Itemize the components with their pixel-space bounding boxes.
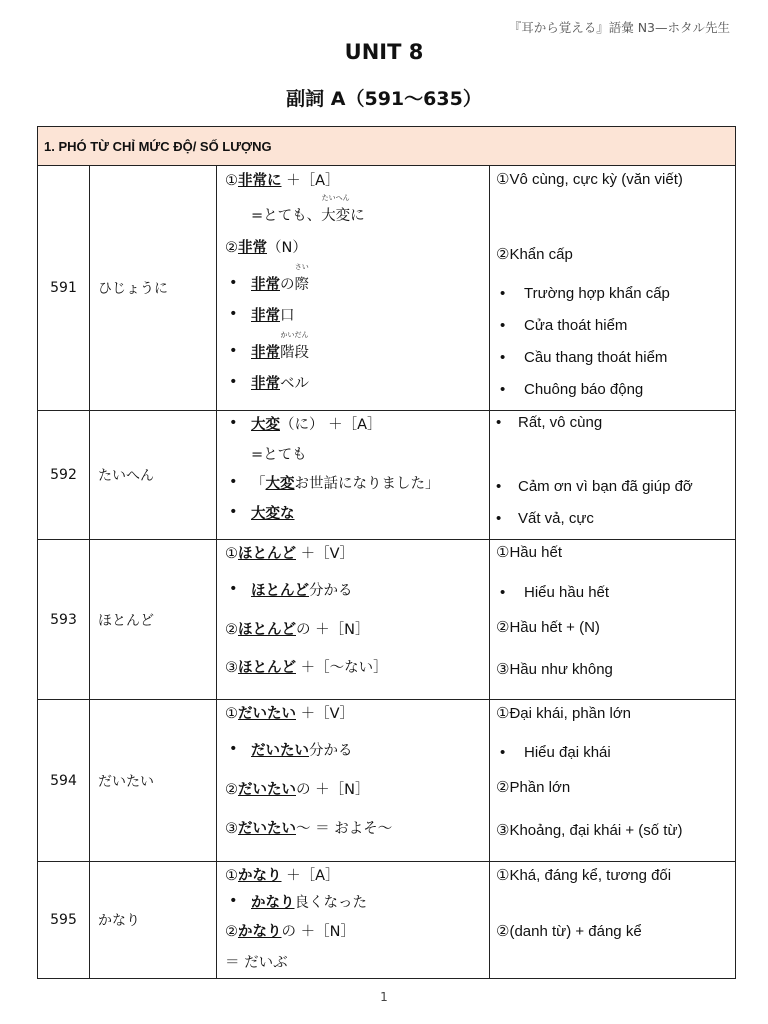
bullet-icon: • <box>229 343 238 359</box>
bullet-icon: • <box>229 374 238 390</box>
example-line: ほとんど分かる <box>251 583 353 599</box>
bullet-icon: • <box>496 478 502 495</box>
usage-line: ①かなり ＋［A］ <box>225 868 340 884</box>
entry-reading: ひじょうに <box>90 166 217 411</box>
table-row <box>38 166 736 411</box>
meaning-line: Cửa thoát hiểm <box>524 317 628 334</box>
bullet-icon: • <box>500 381 506 398</box>
vocab-table <box>37 126 736 979</box>
page-subtitle: 副詞 A（591〜635） <box>286 88 482 110</box>
meaning-line: Hiểu đại khái <box>524 744 611 761</box>
bullet-icon: • <box>500 317 506 334</box>
usage-line: ③ほとんど ＋［〜ない］ <box>225 660 388 676</box>
entry-reading: たいへん <box>90 411 217 540</box>
usage-line: ①非常に ＋［A］ <box>225 173 340 189</box>
example-line: 大変な <box>251 506 295 522</box>
usage-line: ②だいたいの ＋［N］ <box>225 782 370 798</box>
meaning-line: Trường hợp khẩn cấp <box>524 285 670 302</box>
usage-line: ②非常（N） <box>225 240 307 256</box>
usage-line: ③だいたい〜 ＝ およそ〜 <box>225 821 393 837</box>
bullet-icon: • <box>229 415 238 431</box>
vi-meaning-cell <box>490 540 736 700</box>
meaning-line: ①Vô cùng, cực kỳ (văn viết) <box>496 171 683 188</box>
jp-usage-cell <box>217 540 490 700</box>
meaning-line: Cầu thang thoát hiểm <box>524 349 668 366</box>
meaning-line: ①Đại khái, phần lớn <box>496 705 632 722</box>
bullet-icon: • <box>500 744 506 761</box>
table-row <box>38 862 736 979</box>
entry-reading: だいたい <box>90 700 217 862</box>
bullet-icon: • <box>500 584 506 601</box>
table-row <box>38 700 736 862</box>
usage-line: =とても、 たいへん 大変に <box>251 194 365 224</box>
unit-title: UNIT 8 <box>344 40 424 64</box>
meaning-line: ①Hầu hết <box>496 544 562 561</box>
example-line: かなり良くなった <box>251 895 367 911</box>
table-row <box>38 411 736 540</box>
meaning-line: ②Phần lớn <box>496 779 571 796</box>
vi-meaning-cell <box>490 700 736 862</box>
bullet-icon: • <box>229 741 238 757</box>
example-line: 大変（に） ＋［A］ <box>251 417 382 433</box>
vi-meaning-cell <box>490 411 736 540</box>
usage-line: ②かなりの ＋［N］ <box>225 924 355 940</box>
table-row <box>38 540 736 700</box>
bullet-icon: • <box>229 893 238 909</box>
meaning-line: ②Hầu hết + (N) <box>496 619 600 636</box>
bullet-icon: • <box>500 349 506 366</box>
entry-number: 591 <box>38 166 90 411</box>
jp-usage-cell <box>217 862 490 979</box>
bullet-icon: • <box>229 504 238 520</box>
header-note: 『耳から覚える』語彙 N3—ホタル先生 <box>508 20 730 35</box>
example-line: だいたい分かる <box>251 743 353 759</box>
meaning-line: Vất vả, cực <box>518 510 594 527</box>
entry-reading: かなり <box>90 862 217 979</box>
entry-number: 592 <box>38 411 90 540</box>
example-line: 非常 かいだん 階段 <box>251 331 309 361</box>
vi-meaning-cell <box>490 862 736 979</box>
example-line: 「大変お世話になりました」 <box>251 476 440 492</box>
bullet-icon: • <box>496 510 502 527</box>
bullet-icon: • <box>496 414 502 431</box>
bullet-icon: • <box>229 581 238 597</box>
jp-usage-cell <box>217 411 490 540</box>
meaning-line: Chuông báo động <box>524 381 644 398</box>
page-number: 1 <box>380 990 388 1004</box>
meaning-line: ③Hầu như không <box>496 661 613 678</box>
entry-reading: ほとんど <box>90 540 217 700</box>
usage-line: =とても <box>251 447 307 463</box>
usage-line: ②ほとんどの ＋［N］ <box>225 622 370 638</box>
meaning-line: ③Khoảng, đại khái + (số từ) <box>496 822 683 839</box>
bullet-icon: • <box>500 285 506 302</box>
example-line: 非常の さい 際 <box>251 263 309 293</box>
meaning-line: Rất, vô cùng <box>518 414 603 431</box>
jp-usage-cell <box>217 166 490 411</box>
entry-number: 594 <box>38 700 90 862</box>
meaning-line: Cảm ơn vì bạn đã giúp đỡ <box>518 478 693 495</box>
entry-number: 595 <box>38 862 90 979</box>
bullet-icon: • <box>229 474 238 490</box>
meaning-line: Hiểu hầu hết <box>524 584 610 601</box>
example-line: 非常ベル <box>251 376 309 392</box>
example-line: 非常口 <box>251 308 295 324</box>
meaning-line: ②Khẩn cấp <box>496 246 573 263</box>
vi-meaning-cell <box>490 166 736 411</box>
entry-number: 593 <box>38 540 90 700</box>
section-title: 1. PHÓ TỪ CHỈ MỨC ĐỘ/ SỐ LƯỢNG <box>38 127 736 166</box>
bullet-icon: • <box>229 306 238 322</box>
meaning-line: ①Khá, đáng kể, tương đối <box>496 867 672 884</box>
usage-line: ①だいたい ＋［V］ <box>225 706 355 722</box>
meaning-line: ②(danh từ) + đáng kể <box>496 923 642 940</box>
usage-line: ＝ だいぶ <box>225 955 288 971</box>
bullet-icon: • <box>229 275 238 291</box>
usage-line: ①ほとんど ＋［V］ <box>225 546 355 562</box>
jp-usage-cell <box>217 700 490 862</box>
